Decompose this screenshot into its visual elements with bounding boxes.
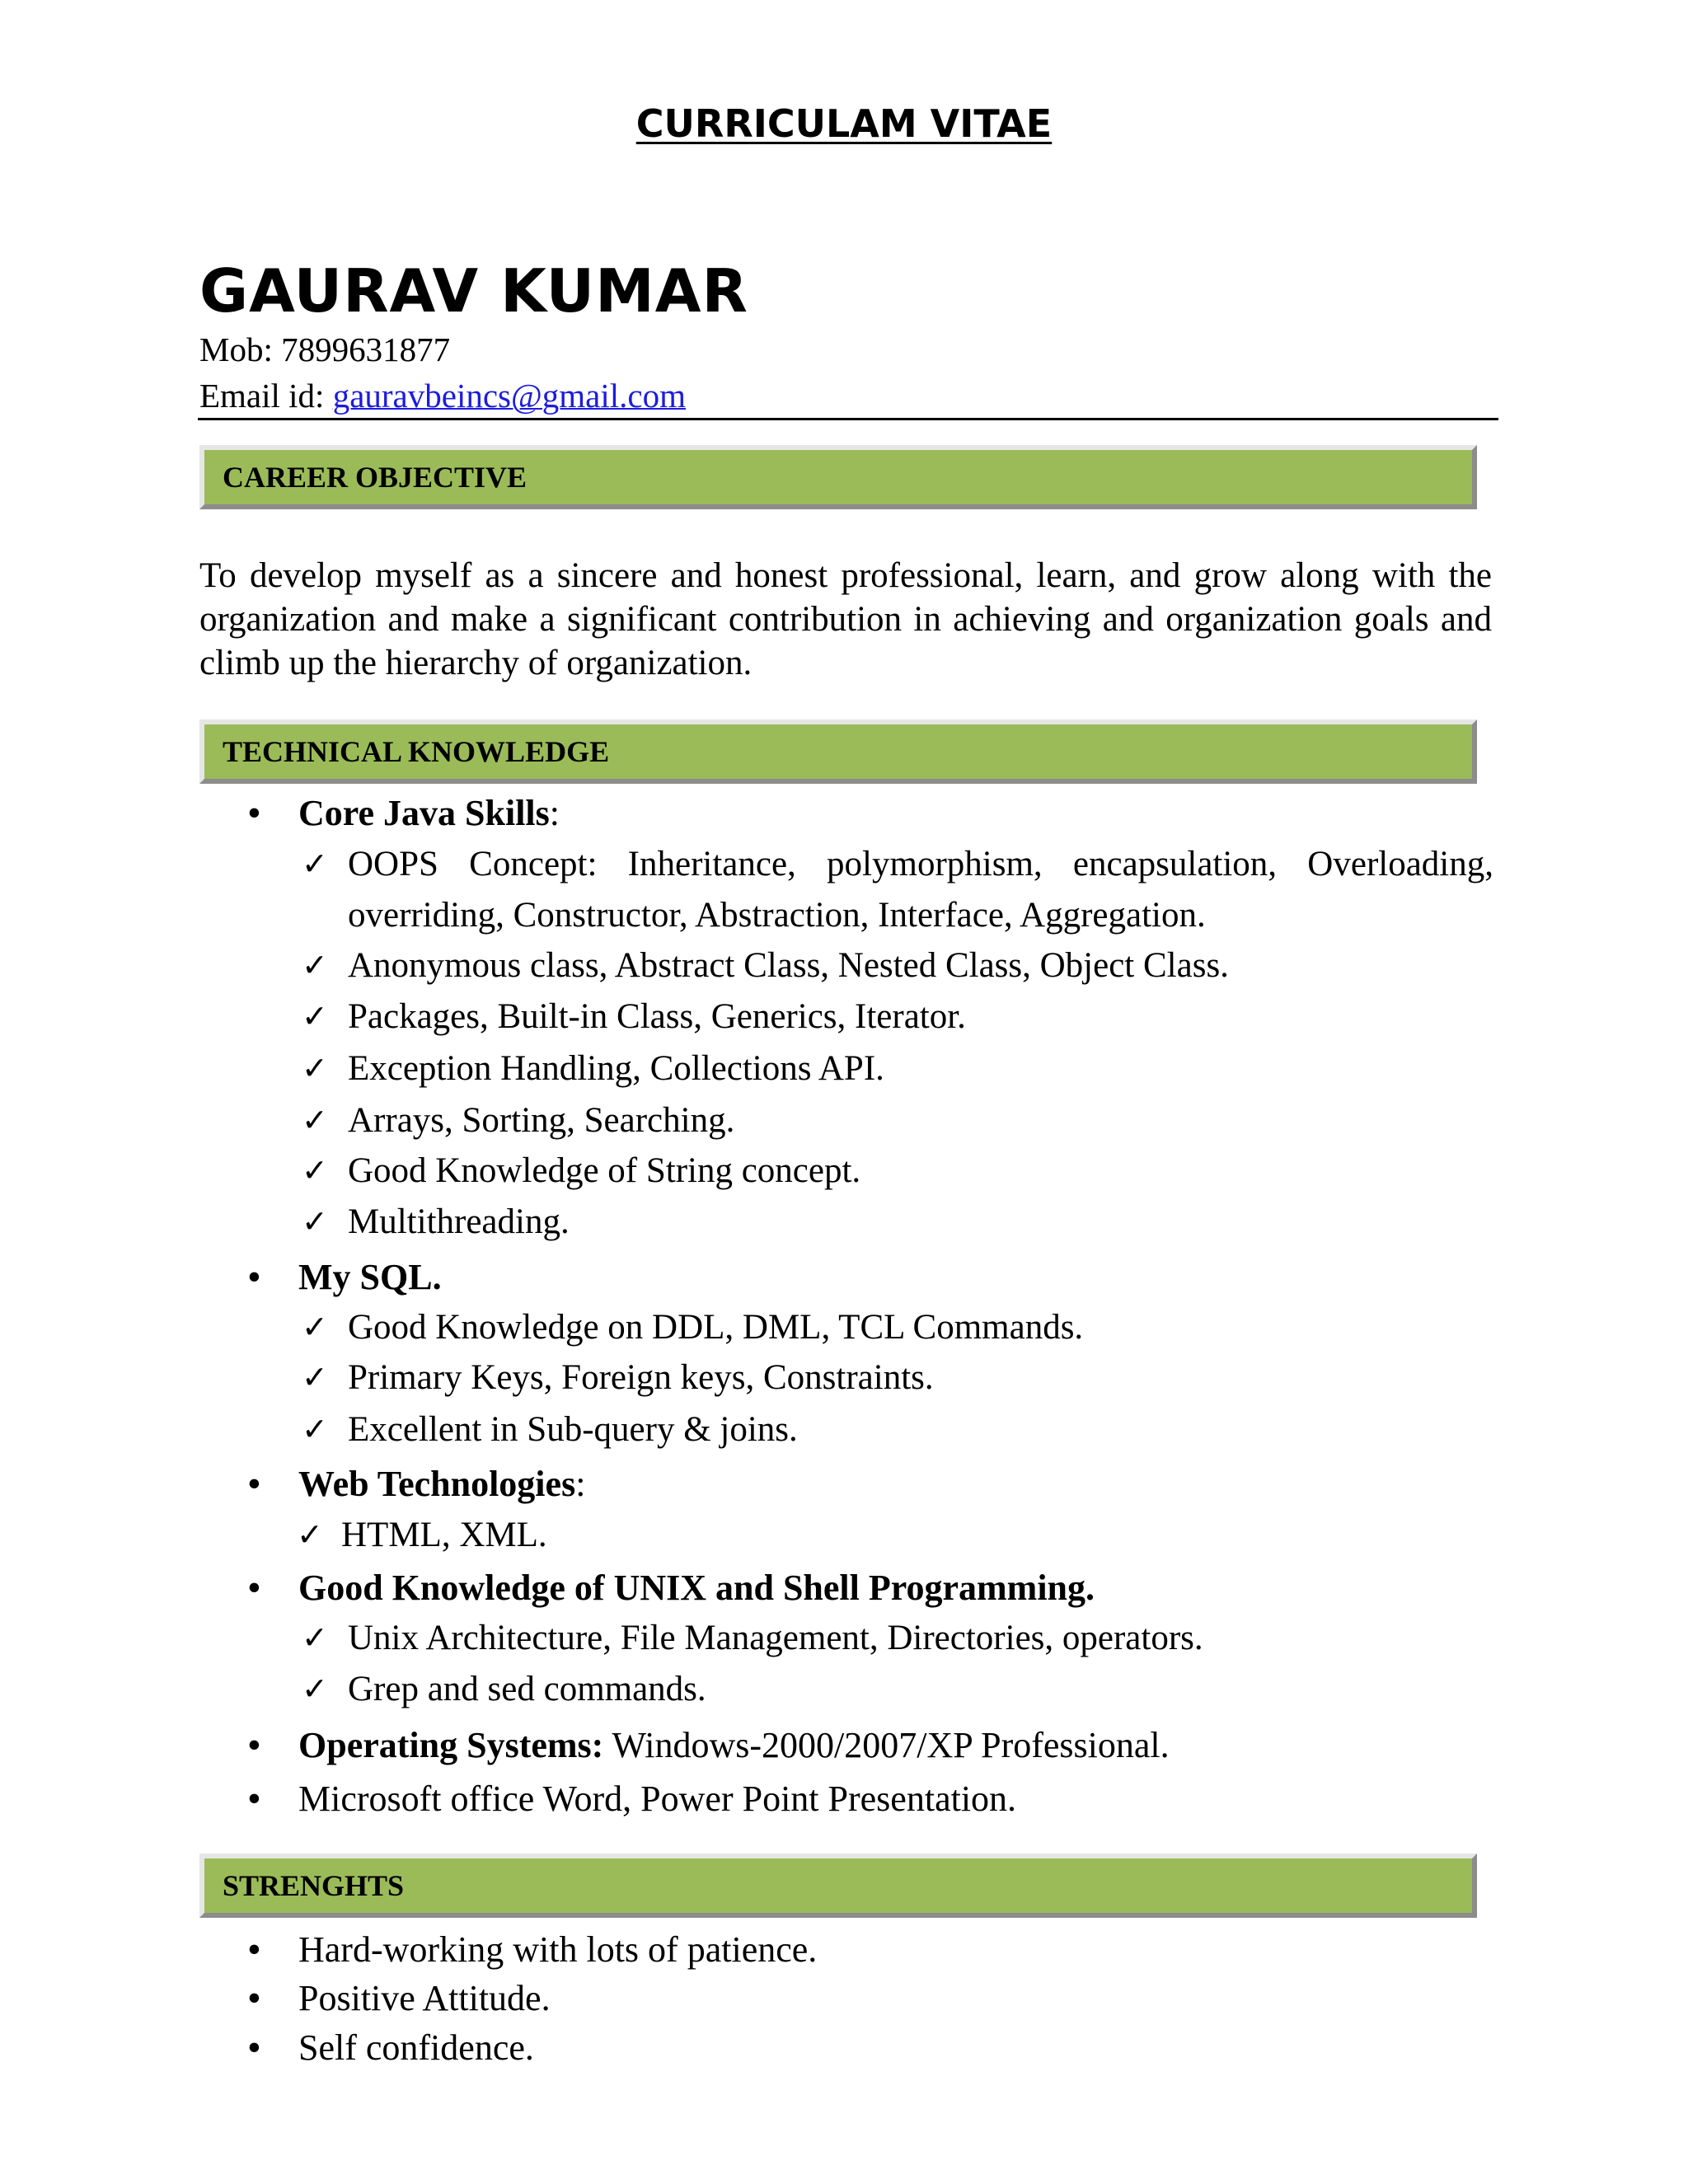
list-item: Good Knowledge of String concept.	[348, 1151, 861, 1190]
email-label: Email id:	[199, 377, 333, 415]
checkmark-icon: ✓	[297, 1516, 323, 1553]
bullet-icon: •	[247, 1462, 261, 1506]
mobile-line	[199, 326, 450, 373]
skill-category-title: My SQL.	[298, 1257, 442, 1297]
skill-office: Microsoft office Word, Power Point Presentation.	[298, 1779, 1017, 1819]
skill-category-title: Good Knowledge of UNIX and Shell Programming.	[298, 1568, 1095, 1608]
checkmark-icon: ✓	[302, 1671, 328, 1707]
bullet-icon: •	[247, 1723, 261, 1767]
checkmark-icon: ✓	[302, 1050, 328, 1086]
header-divider	[198, 418, 1498, 420]
bullet-icon: •	[247, 1777, 261, 1821]
checkmark-icon: ✓	[302, 947, 328, 983]
os-label: Operating Systems:	[298, 1725, 604, 1765]
checkmark-icon: ✓	[302, 1411, 328, 1447]
email-line	[199, 373, 686, 419]
bullet-icon: •	[247, 791, 261, 835]
list-item: Multithreading.	[348, 1202, 570, 1241]
skill-category-suffix: :	[575, 1464, 586, 1504]
checkmark-icon: ✓	[302, 1309, 328, 1345]
checkmark-icon: ✓	[302, 846, 328, 882]
list-item: Primary Keys, Foreign keys, Constraints.	[348, 1358, 934, 1397]
list-item: Positive Attitude.	[298, 1978, 551, 2018]
os-value: Windows-2000/2007/XP Professional.	[603, 1725, 1170, 1765]
checkmark-icon: ✓	[302, 1619, 328, 1656]
list-item: Good Knowledge on DDL, DML, TCL Commands.	[348, 1308, 1084, 1347]
skill-category-java	[298, 789, 560, 838]
bullet-icon: •	[247, 1255, 261, 1299]
checkmark-icon: ✓	[302, 1152, 328, 1188]
skill-category-web	[298, 1460, 585, 1509]
section-title: CAREER OBJECTIVE	[223, 461, 528, 494]
skill-category-title: Core Java Skills	[298, 793, 550, 833]
bullet-icon: •	[247, 2026, 261, 2069]
document-title: CURRICULAM VITAE	[635, 101, 1053, 146]
list-item: HTML, XML.	[341, 1516, 547, 1554]
skill-category-title: Web Technologies	[298, 1464, 576, 1504]
skill-category-sql	[298, 1253, 442, 1302]
section-header-career-objective	[199, 445, 1477, 509]
bullet-icon: •	[247, 1928, 261, 1971]
section-header-technical-knowledge	[199, 719, 1477, 784]
list-item: Excellent in Sub-query & joins.	[348, 1410, 798, 1449]
list-item: Arrays, Sorting, Searching.	[348, 1101, 735, 1140]
skill-operating-systems	[298, 1721, 1170, 1770]
list-item: Unix Architecture, File Management, Directories, operators.	[348, 1619, 1203, 1657]
list-item: Exception Handling, Collections API.	[348, 1049, 884, 1088]
mobile-number: 7899631877	[281, 330, 451, 368]
list-item: Hard-working with lots of patience.	[298, 1929, 818, 1970]
skill-category-unix	[298, 1563, 1095, 1613]
list-item: Anonymous class, Abstract Class, Nested Class, Object Class.	[348, 946, 1229, 985]
section-title: STRENGHTS	[223, 1869, 405, 1902]
list-item: Self confidence.	[298, 2027, 534, 2068]
email-link[interactable]: gauravbeincs@gmail.com	[332, 377, 686, 415]
bullet-icon: •	[247, 1566, 261, 1610]
mobile-label: Mob:	[199, 330, 282, 368]
checkmark-icon: ✓	[302, 998, 328, 1034]
skill-category-suffix: :	[549, 793, 560, 833]
career-objective-text: To develop myself as a sincere and honest professional, learn, and grow along with the organization and make a significant contribution in achieving and organization goals and climb up the hierarchy of organization.	[199, 556, 1492, 682]
checkmark-icon: ✓	[302, 1359, 328, 1395]
list-item: Grep and sed commands.	[348, 1670, 706, 1708]
section-header-strengths	[199, 1854, 1477, 1918]
checkmark-icon: ✓	[302, 1203, 328, 1240]
candidate-name: GAURAV KUMAR	[199, 256, 748, 326]
bullet-icon: •	[247, 1976, 261, 2020]
list-item: OOPS Concept: Inheritance, polymorphism, encapsulation, Overloading, overriding, Constructor, Abstraction, Interface, Aggregation.	[348, 845, 1493, 935]
list-item: Packages, Built-in Class, Generics, Iterator.	[348, 997, 966, 1036]
checkmark-icon: ✓	[302, 1102, 328, 1138]
section-title: TECHNICAL KNOWLEDGE	[223, 735, 610, 768]
